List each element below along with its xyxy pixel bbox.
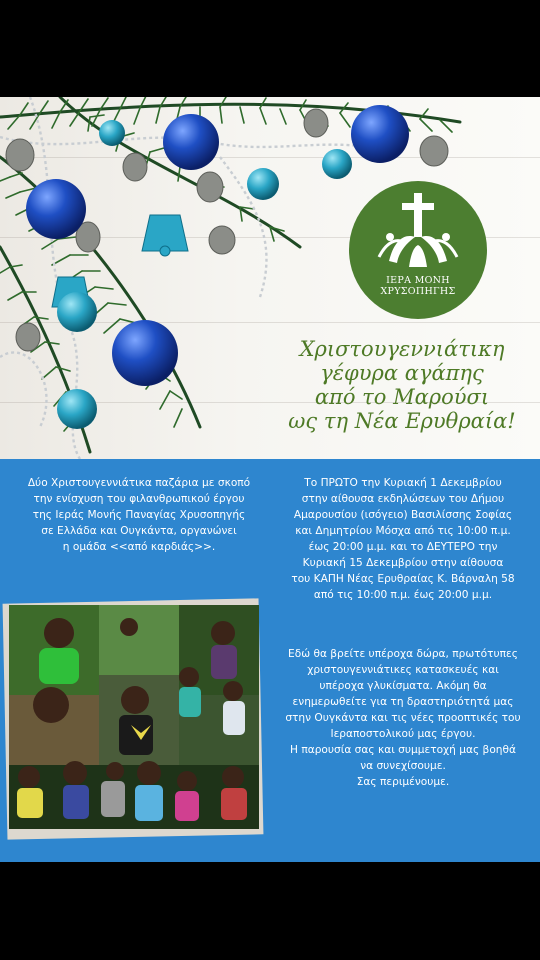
headline: Χριστουγεννιάτικη γέφυρα αγάπης από το Μαρούσι ως τη Νέα Ερυθραία! xyxy=(288,337,516,433)
children-photo-image xyxy=(9,605,259,829)
christmas-bazaar-poster xyxy=(0,97,540,862)
cross-icon xyxy=(349,181,487,271)
logo-name-line1: ΙΕΡΑ ΜΟΝΗ xyxy=(386,275,450,286)
decorative-header xyxy=(0,97,540,459)
event-dates-paragraph: Το ΠΡΩΤΟ την Κυριακή 1 Δεκεμβρίου στην αίθουσα εκδηλώσεων του Δήμου Αμαρουσίου (ισόγειο) Βασιλίσσης Σοφίας και Δημητρίου Μόσχα από τις 10:00 π.μ. έως 20:00 μ.μ. και το ΔΕΥΤΕΡΟ την Κυριακή 15 Δεκεμβρίου στην αίθουσα του ΚΑΠΗ Νέας Ερυθραίας Κ. Βάρναλη 58 από τις 10:00 π.μ. έως 20:00 μ.μ. xyxy=(291,477,515,601)
offerings-paragraph: Εδώ θα βρείτε υπέροχα δώρα, πρωτότυπες χριστουγεννιάτικες κατασκευές και υπέροχα γλυκίσματα. Ακόμη θα ενημερωθείτε για τη δραστηριότητά μας στην Ουγκάντα και τις νέες προοπτικές του Ιεραποστολικού μας έργου. xyxy=(285,648,521,740)
monastery-logo xyxy=(349,181,487,319)
organizer-paragraph: Δύο Χριστουγεννιάτικα παζάρια με σκοπό την ενίσχυση του φιλανθρωπικού έργου της Ιεράς Μονής Παναγίας Χρυσοπηγής σε Ελλάδα και Ουγκάντα, οργανώνει η ομάδα <<από καρδιάς>>. xyxy=(27,477,251,553)
logo-text xyxy=(349,275,487,297)
event-info-section xyxy=(0,459,540,862)
logo-name-line2: ΧΡΥΣΟΠΗΓΗΣ xyxy=(380,286,456,297)
closing-paragraph: Η παρουσία σας και συμμετοχή μας βοηθά να συνεχίσουμε. Σας περιμένουμε. xyxy=(290,744,516,788)
children-photo-collage xyxy=(9,605,259,829)
